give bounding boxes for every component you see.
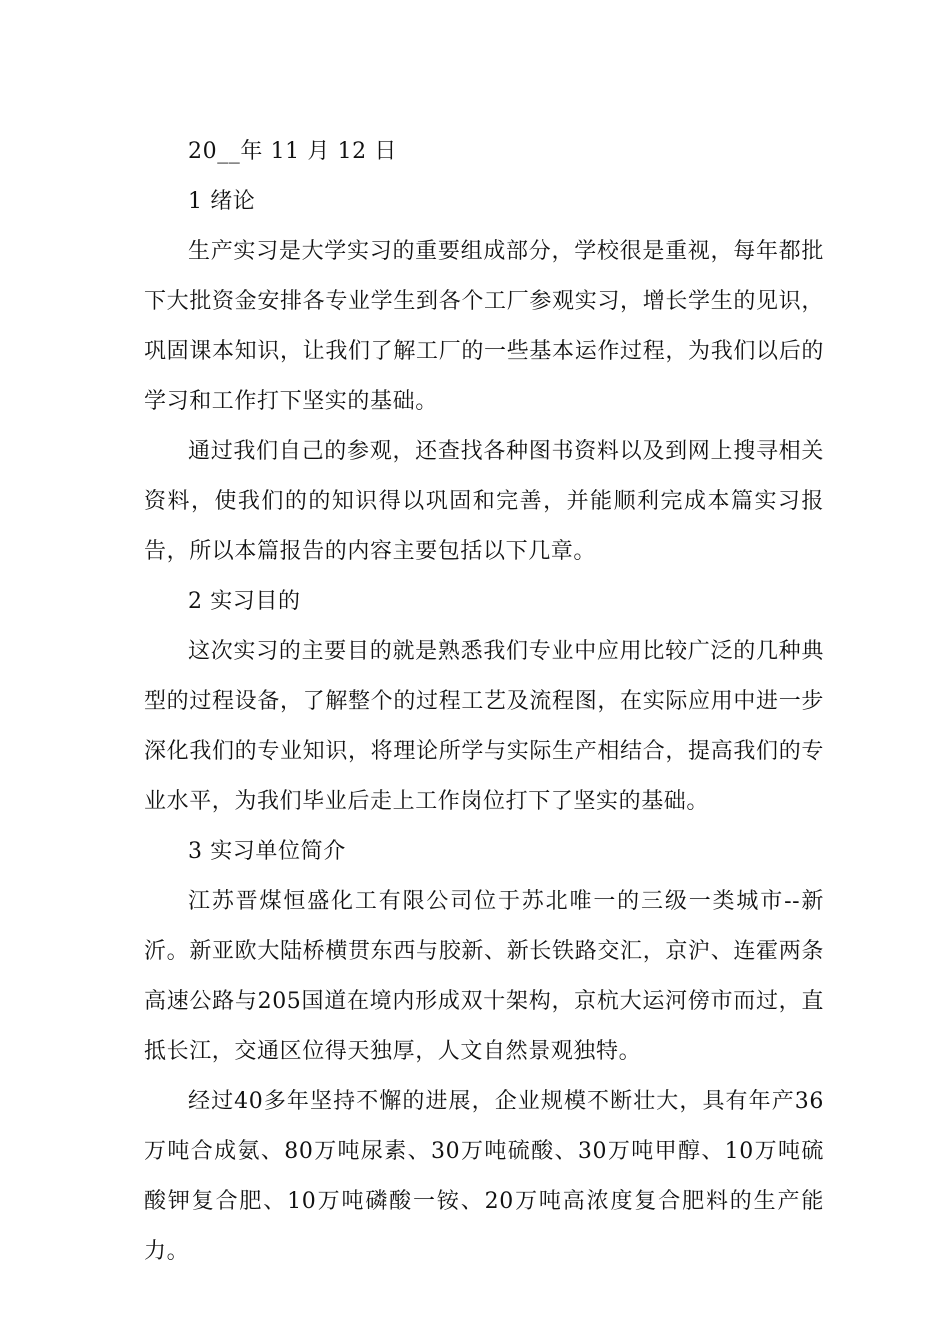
section-1-paragraph-1: 生产实习是大学实习的重要组成部分，学校很是重视，每年都批下大批资金安排各专业学生到各个工厂参观实习，增长学生的见识，巩固课本知识，让我们了解工厂的一些基本运作过程，为我们以后的学习和工作打下坚实的基础。: [144, 239, 824, 414]
date-line: 20__年 11 月 12 日: [188, 139, 397, 164]
section-3-heading: 3 实习单位简介: [188, 839, 346, 864]
section-2-paragraph-1: 这次实习的主要目的就是熟悉我们专业中应用比较广泛的几种典型的过程设备，了解整个的过程工艺及流程图，在实际应用中进一步深化我们的专业知识，将理论所学与实际生产相结合，提高我们的专业水平，为我们毕业后走上工作岗位打下了坚实的基础。: [144, 639, 824, 814]
section-3-paragraph-2: 经过40多年坚持不懈的进展，企业规模不断壮大，具有年产36万吨合成氨、80万吨尿素、30万吨硫酸、30万吨甲醇、10万吨硫酸钾复合肥、10万吨磷酸一铵、20万吨高浓度复合肥料的生产能力。: [144, 1089, 824, 1264]
section-1-heading: 1 绪论: [188, 189, 256, 214]
section-3-paragraph-1: 江苏晋煤恒盛化工有限公司位于苏北唯一的三级一类城市--新沂。新亚欧大陆桥横贯东西与胶新、新长铁路交汇，京沪、连霍两条高速公路与205国道在境内形成双十架构，京杭大运河傍市而过，直抵长江，交通区位得天独厚，人文自然景观独特。: [144, 889, 824, 1064]
section-1-paragraph-2: 通过我们自己的参观，还查找各种图书资料以及到网上搜寻相关资料，使我们的的知识得以巩固和完善，并能顺利完成本篇实习报告，所以本篇报告的内容主要包括以下几章。: [144, 439, 824, 564]
section-2-heading: 2 实习目的: [188, 589, 301, 614]
